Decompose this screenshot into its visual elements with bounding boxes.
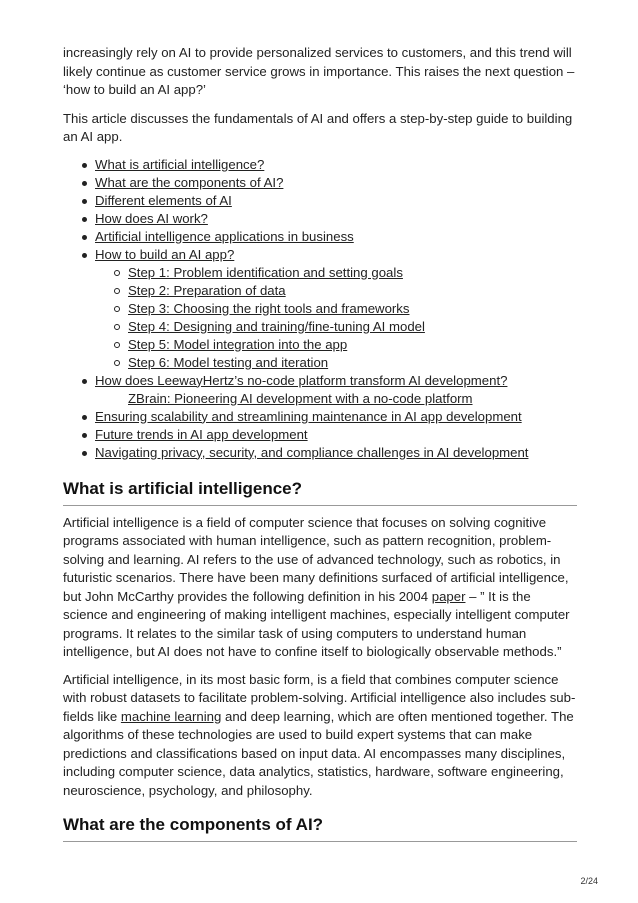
- section-heading-what-is-ai: What is artificial intelligence?: [63, 478, 577, 506]
- toc-link-elements[interactable]: Different elements of AI: [95, 192, 232, 208]
- toc-link-privacy[interactable]: Navigating privacy, security, and compliance challenges in AI development: [95, 444, 529, 460]
- toc-link-step-4[interactable]: Step 4: Designing and training/fine-tuning AI model: [128, 318, 425, 334]
- toc-item: [63, 426, 577, 444]
- toc-subitem: [63, 354, 577, 372]
- section-heading-components: What are the components of AI?: [63, 814, 577, 842]
- toc-link-step-2[interactable]: Step 2: Preparation of data: [128, 282, 286, 298]
- page-number: 2/24: [580, 876, 598, 886]
- text-span: and deep learning, which are often mentioned together. The algorithms of these technologies are used to build expert systems that can make predictions and classifications based on input data. AI encompasses many disciplines, including computer science, data analytics, statistics, hardware, software engineering, neuroscience, psychology, and philosophy.: [63, 708, 574, 798]
- toc-subitem: [63, 336, 577, 354]
- intro-paragraph-1: increasingly rely on AI to provide personalized services to customers, and this trend will likely continue as customer service grows in importance. This raises the next question – ‘how to build an AI app?’: [63, 45, 575, 97]
- toc-link-components[interactable]: What are the components of AI?: [95, 174, 284, 190]
- toc-item: [63, 372, 577, 390]
- toc-item: [63, 408, 577, 426]
- toc-link-step-5[interactable]: Step 5: Model integration into the app: [128, 336, 348, 352]
- toc-item: [63, 444, 577, 462]
- toc-link-step-1[interactable]: Step 1: Problem identification and setting goals: [128, 264, 403, 280]
- toc-link-applications[interactable]: Artificial intelligence applications in business: [95, 228, 354, 244]
- toc-subitem: [63, 300, 577, 318]
- paper-link[interactable]: paper: [431, 588, 466, 604]
- toc-link-step-3[interactable]: Step 3: Choosing the right tools and frameworks: [128, 300, 410, 316]
- toc-subitem: [63, 282, 577, 300]
- toc-item: [63, 246, 577, 264]
- toc-item: [63, 210, 577, 228]
- intro-paragraph-2: This article discusses the fundamentals of AI and offers a step-by-step guide to building an AI app.: [63, 110, 573, 144]
- toc-link-scalability[interactable]: Ensuring scalability and streamlining maintenance in AI app development: [95, 408, 522, 424]
- toc-link-how-to-build[interactable]: How to build an AI app?: [95, 246, 235, 262]
- table-of-contents: [63, 156, 577, 462]
- section1-paragraph-2: [63, 671, 577, 801]
- toc-item: [63, 228, 577, 246]
- text-span: Artificial intelligence, in its most basic form, is a field that combines computer science with robust datasets to facilitate problem-solving. Artificial intelligence also includes sub-fields like: [63, 671, 576, 724]
- toc-link-zbrain[interactable]: ZBrain: Pioneering AI development with a no-code platform: [128, 390, 473, 406]
- machine-learning-link[interactable]: machine learning: [120, 708, 222, 724]
- toc-item: [63, 156, 577, 174]
- toc-link-no-code-platform[interactable]: How does LeewayHertz’s no-code platform transform AI development?: [95, 372, 508, 388]
- toc-link-step-6[interactable]: Step 6: Model testing and iteration: [128, 354, 329, 370]
- toc-link-future-trends[interactable]: Future trends in AI app development: [95, 426, 308, 442]
- text-span: – ” It is the science and engineering of making intelligent machines, especially intelligent computer programs. It relates to the similar task of using computers to understand human intelligence, but AI does not have to confine itself to biologically observable methods.”: [63, 588, 570, 659]
- text-span: Artificial intelligence is a field of computer science that focuses on solving cognitive programs associated with human intelligence, such as pattern recognition, problem-solving and learning. AI refers to the use of advanced technology, such as robotics, in futuristic scenarios. There have been many definitions surfaced of artificial intelligence, but John McCarthy provides the following definition in his 2004: [63, 514, 569, 604]
- section1-paragraph-1: [63, 514, 577, 662]
- toc-item: [63, 192, 577, 210]
- article-page: [63, 44, 577, 842]
- toc-link-how-ai-works[interactable]: How does AI work?: [95, 210, 208, 226]
- toc-subitem: [63, 264, 577, 282]
- toc-subitem: [63, 390, 577, 408]
- toc-link-what-is-ai[interactable]: What is artificial intelligence?: [95, 156, 265, 172]
- toc-item: [63, 174, 577, 192]
- toc-subitem: [63, 318, 577, 336]
